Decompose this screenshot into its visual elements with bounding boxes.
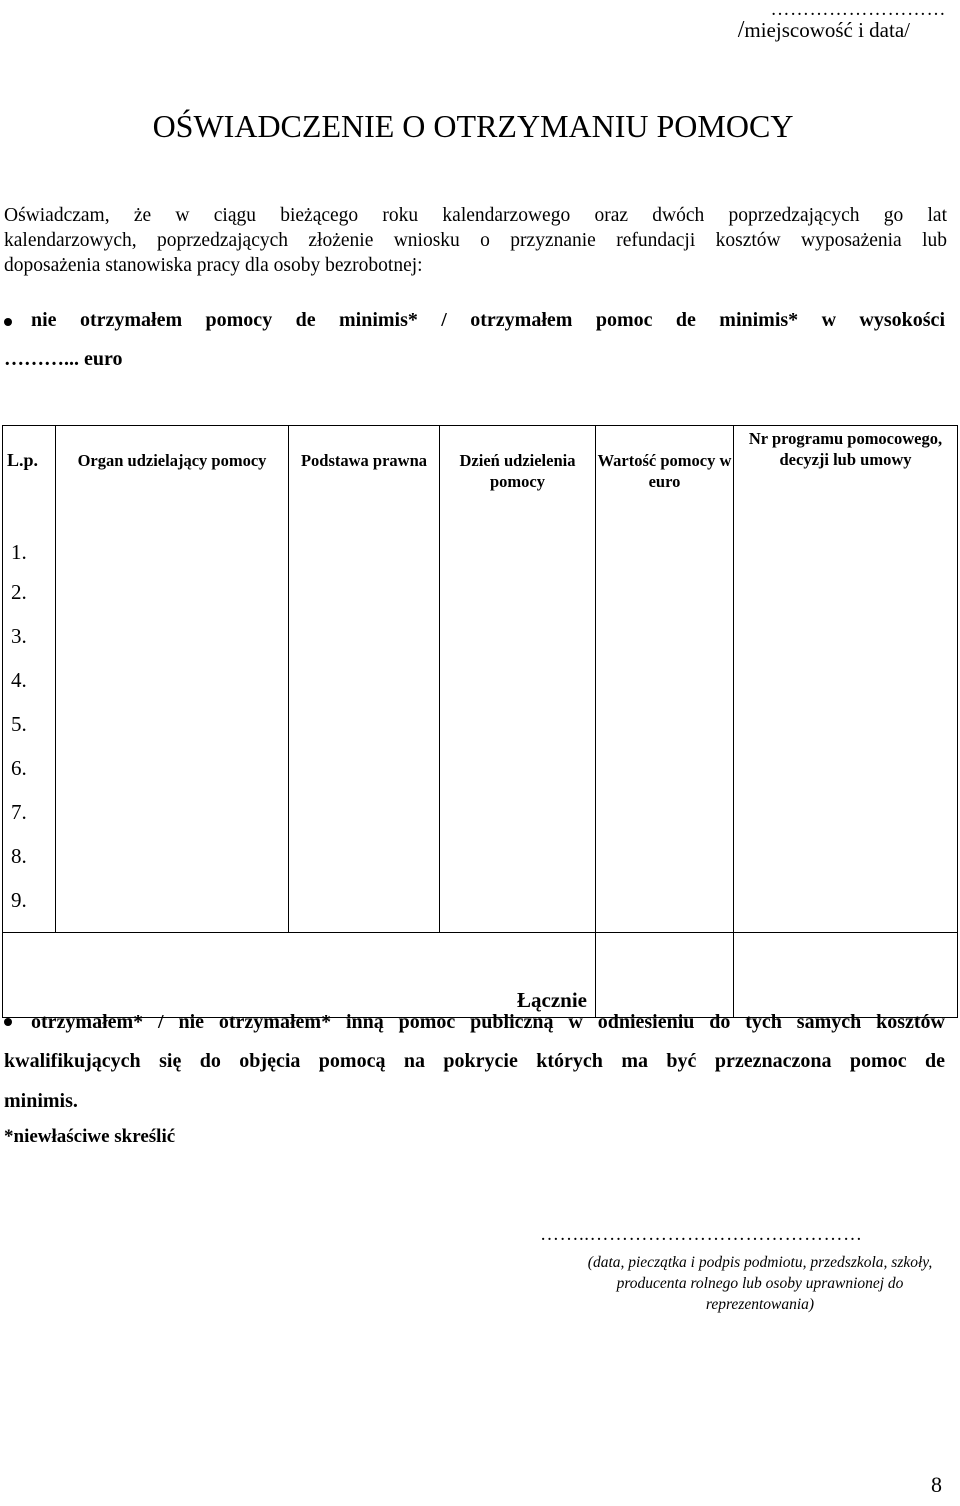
table-cell[interactable] bbox=[596, 844, 734, 888]
table-row bbox=[3, 712, 958, 756]
table-row bbox=[3, 888, 958, 933]
table-cell[interactable] bbox=[734, 888, 958, 933]
table-cell[interactable] bbox=[596, 800, 734, 844]
table-row bbox=[3, 756, 958, 800]
table-cell[interactable] bbox=[289, 712, 440, 756]
table-cell[interactable] bbox=[56, 712, 289, 756]
table-cell[interactable] bbox=[440, 756, 596, 800]
public-aid-line-3: minimis. bbox=[4, 1090, 78, 1112]
document-title: OŚWIADCZENIE O OTRZYMANIU POMOCY bbox=[152, 108, 794, 144]
table-cell[interactable] bbox=[734, 540, 958, 580]
place-date-text: miejscowość i data/ bbox=[744, 18, 910, 42]
table-cell[interactable] bbox=[596, 668, 734, 712]
table-cell[interactable] bbox=[56, 756, 289, 800]
table-cell[interactable] bbox=[734, 800, 958, 844]
table-cell[interactable] bbox=[440, 540, 596, 580]
table-cell[interactable] bbox=[289, 624, 440, 668]
row-number: 4. bbox=[3, 668, 56, 712]
table-cell[interactable] bbox=[289, 888, 440, 933]
public-aid-line-2: kwalifikujących się do objęcia pomocą na pokrycie których ma być przeznaczona pomoc de bbox=[4, 1050, 945, 1072]
table-cell[interactable] bbox=[289, 844, 440, 888]
bullet-icon bbox=[4, 1018, 12, 1026]
deminimis-declaration: nie otrzymałem pomocy de minimis* / otrzymałem pomoc de minimis* w wysokości bbox=[31, 309, 945, 331]
table-cell[interactable] bbox=[596, 888, 734, 933]
table-cell[interactable] bbox=[440, 800, 596, 844]
page-number: 8 bbox=[931, 1472, 942, 1497]
place-date-slash: / bbox=[737, 17, 745, 43]
table-cell[interactable] bbox=[734, 712, 958, 756]
table-row bbox=[3, 624, 958, 668]
bullet-icon bbox=[4, 318, 12, 326]
table-row bbox=[3, 844, 958, 888]
table-cell[interactable] bbox=[734, 668, 958, 712]
table-cell[interactable] bbox=[734, 844, 958, 888]
table-cell[interactable] bbox=[734, 580, 958, 624]
table-row bbox=[3, 580, 958, 624]
header-wartosc: Wartość pomocy w euro bbox=[596, 426, 734, 541]
signature-caption: (data, pieczątka i podpis podmiotu, przedszkola, szkoły, producenta rolnego lub osoby uprawnionej do reprezentowania) bbox=[587, 1254, 933, 1313]
header-dzien: Dzień udzielenia pomocy bbox=[440, 426, 596, 541]
intro-line-2: kalendarzowych, poprzedzających złożenie wniosku o przyznanie refundacji kosztów wyposażenia lub bbox=[4, 230, 947, 251]
table-cell[interactable] bbox=[56, 800, 289, 844]
table-row bbox=[3, 668, 958, 712]
intro-line-1: Oświadczam, że w ciągu bieżącego roku kalendarzowego oraz dwóch poprzedzających go lat bbox=[4, 205, 947, 226]
intro-line-3: doposażenia stanowiska pracy dla osoby bezrobotnej: bbox=[4, 255, 423, 276]
table-cell[interactable] bbox=[440, 712, 596, 756]
header-podstawa: Podstawa prawna bbox=[289, 426, 440, 541]
row-number: 7. bbox=[3, 800, 56, 844]
table-cell[interactable] bbox=[56, 540, 289, 580]
row-number: 6. bbox=[3, 756, 56, 800]
table-cell[interactable] bbox=[289, 580, 440, 624]
table-cell[interactable] bbox=[56, 624, 289, 668]
total-empty-cell bbox=[734, 933, 958, 1018]
header-organ: Organ udzielający pomocy bbox=[56, 426, 289, 541]
aid-table bbox=[2, 425, 958, 1018]
total-label: Łącznie bbox=[440, 933, 596, 1018]
table-cell[interactable] bbox=[596, 540, 734, 580]
header-lp: L.p. bbox=[3, 426, 56, 541]
date-dots-line: ……………………… bbox=[770, 0, 946, 20]
table-cell[interactable] bbox=[289, 540, 440, 580]
row-number: 8. bbox=[3, 844, 56, 888]
row-number: 2. bbox=[3, 580, 56, 624]
table-row bbox=[3, 540, 958, 580]
table-cell[interactable] bbox=[56, 844, 289, 888]
table-cell[interactable] bbox=[289, 800, 440, 844]
footnote: *niewłaściwe skreślić bbox=[4, 1126, 176, 1147]
table-row bbox=[3, 800, 958, 844]
row-number: 9. bbox=[3, 888, 56, 933]
table-cell[interactable] bbox=[734, 624, 958, 668]
table-cell[interactable] bbox=[56, 668, 289, 712]
table-cell[interactable] bbox=[596, 580, 734, 624]
amount-euro-field: ………... euro bbox=[4, 348, 123, 370]
table-cell[interactable] bbox=[440, 888, 596, 933]
table-header-row bbox=[3, 426, 958, 541]
public-aid-line-1: otrzymałem* / nie otrzymałem* inną pomoc publiczną w odniesieniu do tych samych kosztów bbox=[31, 1011, 945, 1033]
table-cell[interactable] bbox=[289, 756, 440, 800]
table-cell[interactable] bbox=[56, 888, 289, 933]
header-nr-programu: Nr programu pomocowego, decyzji lub umowy bbox=[734, 426, 958, 541]
intro-paragraph bbox=[4, 203, 947, 278]
table-cell[interactable] bbox=[596, 756, 734, 800]
table-cell[interactable] bbox=[440, 580, 596, 624]
total-row bbox=[3, 933, 958, 1018]
table-cell[interactable] bbox=[734, 756, 958, 800]
table-cell[interactable] bbox=[440, 668, 596, 712]
table-cell[interactable] bbox=[596, 624, 734, 668]
table-cell[interactable] bbox=[440, 844, 596, 888]
total-value-cell[interactable] bbox=[596, 933, 734, 1018]
signature-line: ……..…………………………………… bbox=[540, 1224, 863, 1245]
table-cell[interactable] bbox=[289, 668, 440, 712]
table-cell[interactable] bbox=[56, 580, 289, 624]
row-number: 5. bbox=[3, 712, 56, 756]
row-number: 1. bbox=[3, 540, 56, 580]
place-date-label bbox=[738, 16, 910, 45]
table-cell[interactable] bbox=[440, 624, 596, 668]
table-cell[interactable] bbox=[596, 712, 734, 756]
row-number: 3. bbox=[3, 624, 56, 668]
